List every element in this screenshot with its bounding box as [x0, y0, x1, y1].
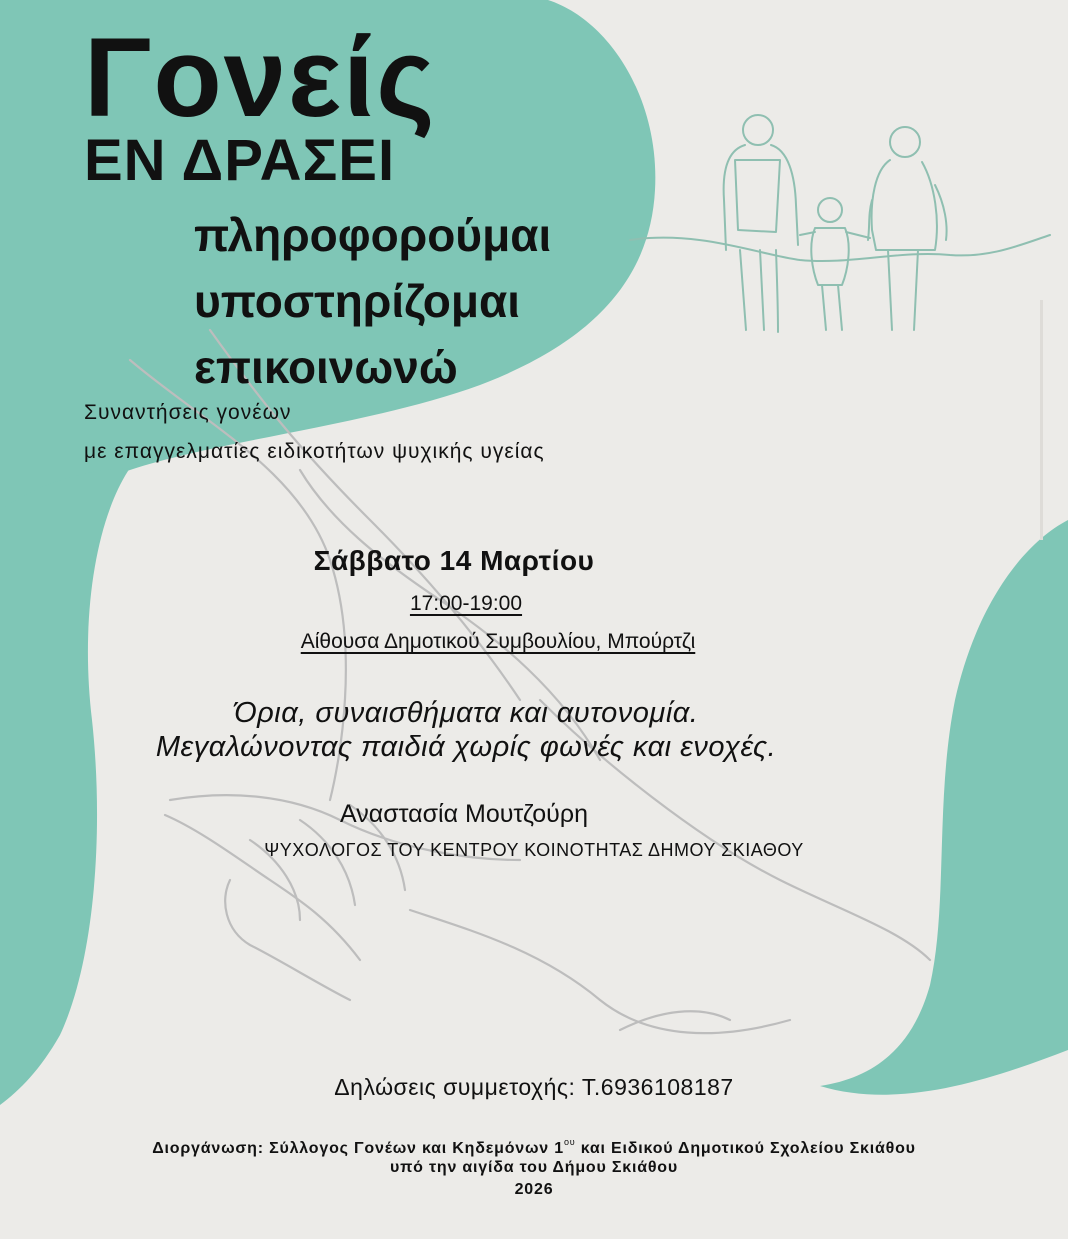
organizer-line1 — [0, 1137, 1068, 1158]
event-venue — [0, 630, 1032, 654]
subtitle-line1: Συναντήσεις γονέων — [84, 401, 292, 424]
verb-communicate: επικοινωνώ — [194, 341, 458, 393]
organizer-year: 2026 — [514, 1181, 554, 1198]
verb-support: υποστηρίζομαι — [194, 275, 521, 327]
speaker-name: Αναστασία Μουτζούρη — [340, 800, 588, 828]
speaker-role: ΨΥΧΟΛΟΓΟΣ ΤΟΥ ΚΕΝΤΡΟΥ ΚΟΙΝΟΤΗΤΑΣ ΔΗΜΟΥ ΣΚΙΑΘΟΥ — [264, 840, 804, 860]
subtitle-line2: με επαγγελματίες ειδικοτήτων ψυχικής υγείας — [84, 440, 545, 463]
event-venue-text: Αίθουσα Δημοτικού Συμβουλίου, Μπούρτζι — [300, 630, 696, 653]
title-sub: ΕΝ ΔΡΑΣΕΙ — [84, 128, 396, 193]
organizer-line1-post: και Ειδικού Δημοτικού Σχολείου Σκιάθου — [575, 1140, 916, 1157]
verb-inform: πληροφορούμαι — [194, 209, 552, 261]
event-time-text: 17:00-19:00 — [409, 592, 523, 615]
organizer-line2: υπό την αιγίδα του Δήμου Σκιάθου — [389, 1159, 678, 1176]
event-time — [0, 592, 1000, 616]
organizer-line1-pre: Διοργάνωση: Σύλλογος Γονέων και Κηδεμόνων 1 — [152, 1140, 564, 1157]
event-date: Σάββατο 14 Μαρτίου — [313, 545, 595, 576]
topic-line1: Όρια, συναισθήματα και αυτονομία. — [233, 697, 699, 729]
organizer-line1-sup: ου — [563, 1137, 576, 1147]
rsvp-contact: Δηλώσεις συμμετοχής: Τ.6936108187 — [334, 1074, 734, 1100]
topic-line2: Μεγαλώνοντας παιδιά χωρίς φωνές και ενοχές. — [155, 731, 777, 763]
family-line-art-icon — [630, 115, 1050, 332]
title-main: Γονείς — [84, 15, 437, 140]
